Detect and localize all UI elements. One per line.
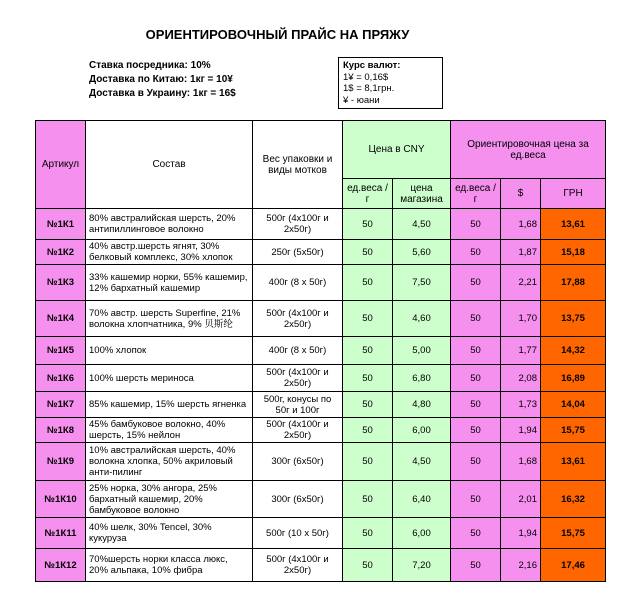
- uah-cell: 16,32: [541, 481, 606, 518]
- est-unit-cell: 50: [451, 240, 501, 265]
- cny-unit-cell: 50: [343, 392, 393, 418]
- cny-unit-cell: 50: [343, 518, 393, 549]
- uah-cell: 14,32: [541, 337, 606, 365]
- usd-cell: 2,21: [501, 265, 541, 301]
- usd-cell: 1,77: [501, 337, 541, 365]
- weight-cell: 500г (4х100г и 2х50г): [253, 549, 343, 582]
- header-usd: $: [501, 179, 541, 209]
- composition-cell: 45% бамбуковое волокно, 40% шерсть, 15% нейлон: [86, 418, 253, 443]
- composition-cell: 100% шерсть мериноса: [86, 365, 253, 392]
- header-est-unit: ед.веса /г: [451, 179, 501, 209]
- usd-cell: 1,73: [501, 392, 541, 418]
- header-cny-shop: цена магазина: [393, 179, 451, 209]
- weight-cell: 500г (4х100г и 2х50г): [253, 365, 343, 392]
- est-unit-cell: 50: [451, 418, 501, 443]
- table-row: [36, 365, 606, 392]
- header-article: Артикул: [36, 121, 86, 209]
- composition-cell: 40% австр.шерсть ягнят, 30% белковый комплекс, 30% хлопок: [86, 240, 253, 265]
- usd-cell: 2,01: [501, 481, 541, 518]
- article-cell: №1К5: [36, 337, 86, 365]
- est-unit-cell: 50: [451, 518, 501, 549]
- usd-cell: 1,87: [501, 240, 541, 265]
- china-delivery-line: Доставка по Китаю: 1кг = 10¥: [89, 74, 233, 85]
- uah-cell: 13,61: [541, 209, 606, 240]
- cny-unit-cell: 50: [343, 549, 393, 582]
- weight-cell: 500г (10 х 50г): [253, 518, 343, 549]
- weight-cell: 400г (8 х 50г): [253, 337, 343, 365]
- cny-price-cell: 6,00: [393, 518, 451, 549]
- usd-cell: 2,08: [501, 365, 541, 392]
- usd-cell: 1,70: [501, 301, 541, 337]
- exchange-rates-box: [338, 57, 443, 109]
- rate-usd-uah: 1$ = 8,1грн.: [343, 83, 395, 94]
- est-unit-cell: 50: [451, 265, 501, 301]
- usd-cell: 2,16: [501, 549, 541, 582]
- est-unit-cell: 50: [451, 549, 501, 582]
- weight-cell: 300г (6х50г): [253, 481, 343, 518]
- est-unit-cell: 50: [451, 365, 501, 392]
- weight-cell: 250г (5х50г): [253, 240, 343, 265]
- composition-cell: 70%шерсть норки класса люкс, 20% альпака, 10% фибра: [86, 549, 253, 582]
- article-cell: №1К10: [36, 481, 86, 518]
- weight-cell: 500г, конусы по 50г и 100г: [253, 392, 343, 418]
- cny-unit-cell: 50: [343, 337, 393, 365]
- header-weight: Вес упаковки и виды мотков: [253, 121, 343, 209]
- composition-cell: 70% австр. шерсть Superfine, 21% волокна хлопчатника, 9% 贝斯纶: [86, 301, 253, 337]
- uah-cell: 17,88: [541, 265, 606, 301]
- article-cell: №1К11: [36, 518, 86, 549]
- cny-unit-cell: 50: [343, 301, 393, 337]
- page-title: ОРИЕНТИРОВОЧНЫЙ ПРАЙС НА ПРЯЖУ: [145, 27, 410, 42]
- cny-price-cell: 4,80: [393, 392, 451, 418]
- table-row: [36, 265, 606, 301]
- table-row: [36, 240, 606, 265]
- usd-cell: 1,68: [501, 209, 541, 240]
- est-unit-cell: 50: [451, 443, 501, 481]
- table-row: [36, 481, 606, 518]
- cny-price-cell: 6,80: [393, 365, 451, 392]
- usd-cell: 1,68: [501, 443, 541, 481]
- table-row: [36, 443, 606, 481]
- cny-unit-cell: 50: [343, 418, 393, 443]
- composition-cell: 10% австралийская шерсть, 40% волокна хлопка, 50% акриловый анти-пилинг: [86, 443, 253, 481]
- composition-cell: 100% хлопок: [86, 337, 253, 365]
- article-cell: №1К3: [36, 265, 86, 301]
- table-row: [36, 337, 606, 365]
- uah-cell: 16,89: [541, 365, 606, 392]
- uah-cell: 15,75: [541, 518, 606, 549]
- cny-unit-cell: 50: [343, 240, 393, 265]
- uah-cell: 14,04: [541, 392, 606, 418]
- usd-cell: 1,94: [501, 418, 541, 443]
- weight-cell: 300г (6х50г): [253, 443, 343, 481]
- article-cell: №1К7: [36, 392, 86, 418]
- cny-price-cell: 5,00: [393, 337, 451, 365]
- weight-cell: 500г (4х100г и 2х50г): [253, 209, 343, 240]
- rate-yuan-note: ¥ - юани: [343, 94, 380, 106]
- article-cell: №1К4: [36, 301, 86, 337]
- est-unit-cell: 50: [451, 209, 501, 240]
- cny-price-cell: 5,60: [393, 240, 451, 265]
- header-cny-unit: ед.веса /г: [343, 179, 393, 209]
- est-unit-cell: 50: [451, 481, 501, 518]
- header-uah: ГРН: [541, 179, 606, 209]
- article-cell: №1К2: [36, 240, 86, 265]
- table-row: [36, 418, 606, 443]
- uah-cell: 15,75: [541, 418, 606, 443]
- cny-unit-cell: 50: [343, 209, 393, 240]
- cny-price-cell: 7,50: [393, 265, 451, 301]
- terms-block: [89, 59, 236, 101]
- weight-cell: 400г (8 х 50г): [253, 265, 343, 301]
- composition-cell: 85% кашемир, 15% шерсть ягненка: [86, 392, 253, 418]
- est-unit-cell: 50: [451, 392, 501, 418]
- uah-cell: 15,18: [541, 240, 606, 265]
- est-unit-cell: 50: [451, 337, 501, 365]
- cny-price-cell: 4,50: [393, 443, 451, 481]
- exchange-rates-header: Курс валют:: [343, 60, 401, 71]
- commission-line: Ставка посредника: 10%: [89, 60, 211, 71]
- ukraine-delivery-line: Доставка в Украину: 1кг = 16$: [89, 88, 236, 99]
- table-row: [36, 549, 606, 582]
- header-estimate-group: Ориентировочная цена за ед.веса: [451, 121, 606, 179]
- table-row: [36, 392, 606, 418]
- article-cell: №1К6: [36, 365, 86, 392]
- cny-unit-cell: 50: [343, 481, 393, 518]
- cny-unit-cell: 50: [343, 265, 393, 301]
- cny-price-cell: 6,00: [393, 418, 451, 443]
- uah-cell: 13,61: [541, 443, 606, 481]
- cny-price-cell: 6,40: [393, 481, 451, 518]
- header-composition: Состав: [86, 121, 253, 209]
- composition-cell: 33% кашемир норки, 55% кашемир, 12% бархатный кашемир: [86, 265, 253, 301]
- est-unit-cell: 50: [451, 301, 501, 337]
- weight-cell: 500г (4х100г и 2х50г): [253, 418, 343, 443]
- cny-price-cell: 4,60: [393, 301, 451, 337]
- price-table: [35, 120, 606, 582]
- article-cell: №1К9: [36, 443, 86, 481]
- usd-cell: 1,94: [501, 518, 541, 549]
- article-cell: №1К1: [36, 209, 86, 240]
- rate-cny-usd: 1¥ = 0,16$: [343, 71, 389, 83]
- weight-cell: 500г (4х100г и 2х50г): [253, 301, 343, 337]
- header-cny-group: Цена в CNY: [343, 121, 451, 179]
- composition-cell: 80% австралийская шерсть, 20% антипиллинговое волокно: [86, 209, 253, 240]
- composition-cell: 40% шелк, 30% Tencel, 30% кукуруза: [86, 518, 253, 549]
- article-cell: №1К12: [36, 549, 86, 582]
- cny-price-cell: 7,20: [393, 549, 451, 582]
- cny-unit-cell: 50: [343, 365, 393, 392]
- article-cell: №1К8: [36, 418, 86, 443]
- uah-cell: 13,75: [541, 301, 606, 337]
- table-row: [36, 301, 606, 337]
- table-row: [36, 518, 606, 549]
- cny-unit-cell: 50: [343, 443, 393, 481]
- cny-price-cell: 4,50: [393, 209, 451, 240]
- uah-cell: 17,46: [541, 549, 606, 582]
- table-row: [36, 209, 606, 240]
- composition-cell: 25% норка, 30% ангора, 25% бархатный кашемир, 20% бамбуковое волокно: [86, 481, 253, 518]
